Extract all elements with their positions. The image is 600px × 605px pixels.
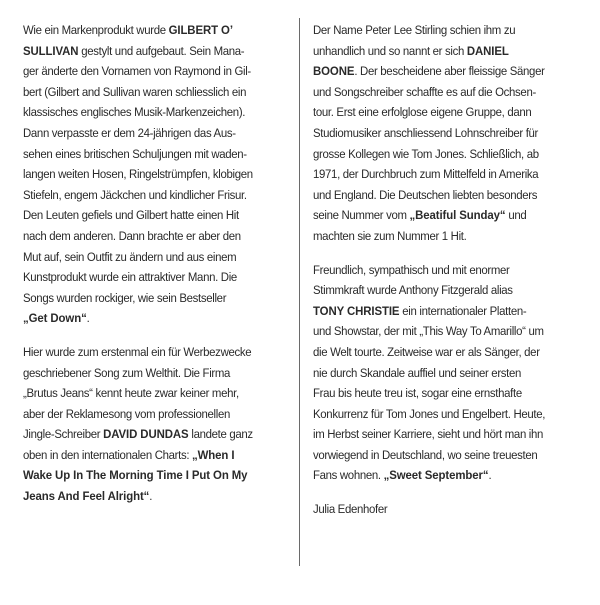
text-segment: sehen eines britischen Schuljungen mit waden- xyxy=(23,146,247,161)
highlighted-name: BOONE xyxy=(313,64,355,79)
text-segment: . xyxy=(86,311,90,326)
text-segment: und England. Die Deutschen liebten besonders xyxy=(313,187,538,202)
text-segment: bert (Gilbert and Sullivan waren schliesslich ein xyxy=(23,84,247,99)
text-line xyxy=(23,123,299,144)
text-line xyxy=(313,499,587,520)
text-segment: Studiomusiker anschliessend Lohnschreiber für xyxy=(313,125,539,140)
text-segment: Der Name Peter Lee Stirling schien ihm zu xyxy=(313,23,516,37)
text-segment: grosse Kollegen wie Tom Jones. Schließlich, ab xyxy=(313,146,539,161)
highlighted-name: „Get Down“ xyxy=(23,311,87,326)
text-segment: Stiefeln, engem Jäckchen und kindlicher Frisur. xyxy=(23,187,247,202)
text-segment: Wie ein Markenprodukt wurde xyxy=(23,23,169,37)
highlighted-name: SULLIVAN xyxy=(23,43,79,58)
text-line xyxy=(23,424,299,445)
text-segment: Jingle-Schreiber xyxy=(23,427,104,442)
text-line xyxy=(313,260,587,281)
text-segment: gestylt und aufgebaut. Sein Mana- xyxy=(78,43,245,58)
text-line xyxy=(313,82,587,103)
text-segment: landete ganz xyxy=(188,427,253,442)
text-line xyxy=(23,288,299,309)
paragraph xyxy=(23,20,299,329)
left-column xyxy=(23,20,299,520)
text-line xyxy=(313,363,587,384)
text-line xyxy=(313,301,587,322)
text-segment: Dann verpasste er dem 24-jährigen das Aus- xyxy=(23,125,236,140)
text-line xyxy=(23,247,299,268)
text-line xyxy=(23,102,299,123)
text-line xyxy=(23,267,299,288)
text-segment: vorwiegend in Deutschland, wo seine treuesten xyxy=(313,447,538,462)
text-segment: geschriebener Song zum Welthit. Die Firma xyxy=(23,365,231,380)
text-segment: langen weiten Hosen, Ringelstrümpfen, klobigen xyxy=(23,167,253,182)
text-line xyxy=(313,102,587,123)
text-segment: Den Leuten gefiels und Gilbert hatte einen Hit xyxy=(23,208,239,223)
text-line xyxy=(313,424,587,445)
text-line xyxy=(313,280,587,301)
text-segment: Stimmkraft wurde Anthony Fitzgerald alias xyxy=(313,283,513,298)
text-segment: Konkurrenz für Tom Jones und Engelbert. Heute, xyxy=(313,406,546,421)
right-column xyxy=(313,20,587,533)
text-segment: Fans wohnen. xyxy=(313,468,384,483)
highlighted-name: „When I xyxy=(192,447,235,462)
text-line xyxy=(23,342,299,363)
text-segment: und Showstar, der mit „This Way To Amarillo“ um xyxy=(313,324,544,339)
text-line xyxy=(313,404,587,425)
text-segment: nie durch Skandale auffiel und seiner ersten xyxy=(313,365,522,380)
text-line xyxy=(313,20,587,41)
text-line xyxy=(23,185,299,206)
text-segment: machten sie zum Nummer 1 Hit. xyxy=(313,228,467,243)
text-line xyxy=(313,226,587,247)
text-segment: oben in den internationalen Charts: xyxy=(23,447,193,462)
text-segment: Kunstprodukt wurde ein attraktiver Mann. Die xyxy=(23,270,237,285)
text-line xyxy=(23,164,299,185)
text-segment: seine Nummer vom xyxy=(313,208,410,223)
text-line xyxy=(23,144,299,165)
text-segment: Freundlich, sympathisch und mit enormer xyxy=(313,262,510,277)
paragraph xyxy=(313,20,587,247)
text-segment: Frau bis heute treu ist, sogar eine ernsthafte xyxy=(313,386,522,401)
text-line xyxy=(313,144,587,165)
text-segment: nach dem anderen. Dann brachte er aber den xyxy=(23,228,241,243)
text-segment: Songs wurden rockiger, wie sein Bestseller xyxy=(23,290,227,305)
text-segment: tour. Erst eine erfolglose eigene Gruppe, dann xyxy=(313,105,532,120)
text-segment: ger änderte den Vornamen von Raymond in Gil- xyxy=(23,64,251,79)
text-segment: Julia Edenhofer xyxy=(313,502,388,517)
text-line xyxy=(23,20,299,41)
text-line xyxy=(23,404,299,425)
text-line xyxy=(313,445,587,466)
text-segment: 1971, der Durchbruch zum Mittelfeld in Amerika xyxy=(313,167,539,182)
text-line xyxy=(313,61,587,82)
author-signature xyxy=(313,499,587,520)
text-segment: „Brutus Jeans“ kennt heute zwar keiner mehr, xyxy=(23,386,239,401)
text-line xyxy=(313,321,587,342)
text-segment: und xyxy=(505,208,527,223)
text-segment: und Songschreiber schaffte es auf die Ochsen- xyxy=(313,84,536,99)
text-line xyxy=(313,164,587,185)
text-segment: unhandlich und so nannt er sich xyxy=(313,43,467,58)
highlighted-name: Wake Up In The Morning Time I Put On My xyxy=(23,468,248,483)
text-line xyxy=(23,383,299,404)
highlighted-name: DAVID DUNDAS xyxy=(103,427,189,442)
highlighted-name: Jeans And Feel Alright“ xyxy=(23,489,150,504)
text-segment: Mut auf, sein Outfit zu ändern und aus einem xyxy=(23,249,237,264)
text-line xyxy=(23,363,299,384)
text-line xyxy=(313,383,587,404)
text-segment: klassisches englisches Musik-Markenzeichen). xyxy=(23,105,246,120)
column-divider xyxy=(299,18,300,566)
text-segment: . xyxy=(488,468,492,483)
text-line xyxy=(23,445,299,466)
paragraph xyxy=(23,342,299,507)
text-line xyxy=(23,486,299,507)
text-segment: aber der Reklamesong vom professionellen xyxy=(23,406,230,421)
text-segment: ein internationaler Platten- xyxy=(399,303,527,318)
text-segment: die Welt tourte. Zeitweise war er als Sänger, der xyxy=(313,344,540,359)
text-segment: im Herbst seiner Karriere, sieht und hört man ihn xyxy=(313,427,544,442)
text-line xyxy=(23,465,299,486)
highlighted-name: TONY CHRISTIE xyxy=(313,303,400,318)
highlighted-name: DANIEL xyxy=(466,43,509,58)
text-line xyxy=(23,205,299,226)
text-segment: . xyxy=(149,489,153,504)
text-segment: . Der bescheidene aber fleissige Sänger xyxy=(354,64,545,79)
text-segment: Hier wurde zum erstenmal ein für Werbezwecke xyxy=(23,344,252,359)
text-line xyxy=(23,308,299,329)
text-line xyxy=(23,61,299,82)
text-line xyxy=(313,205,587,226)
text-line xyxy=(313,465,587,486)
paragraph xyxy=(313,260,587,487)
highlighted-name: GILBERT O’ xyxy=(168,23,233,37)
text-line xyxy=(313,185,587,206)
highlighted-name: „Sweet September“ xyxy=(383,468,489,483)
text-line xyxy=(313,41,587,62)
highlighted-name: „Beatiful Sunday“ xyxy=(409,208,506,223)
text-line xyxy=(23,226,299,247)
text-line xyxy=(313,342,587,363)
text-line xyxy=(23,41,299,62)
text-line xyxy=(23,82,299,103)
text-line xyxy=(313,123,587,144)
